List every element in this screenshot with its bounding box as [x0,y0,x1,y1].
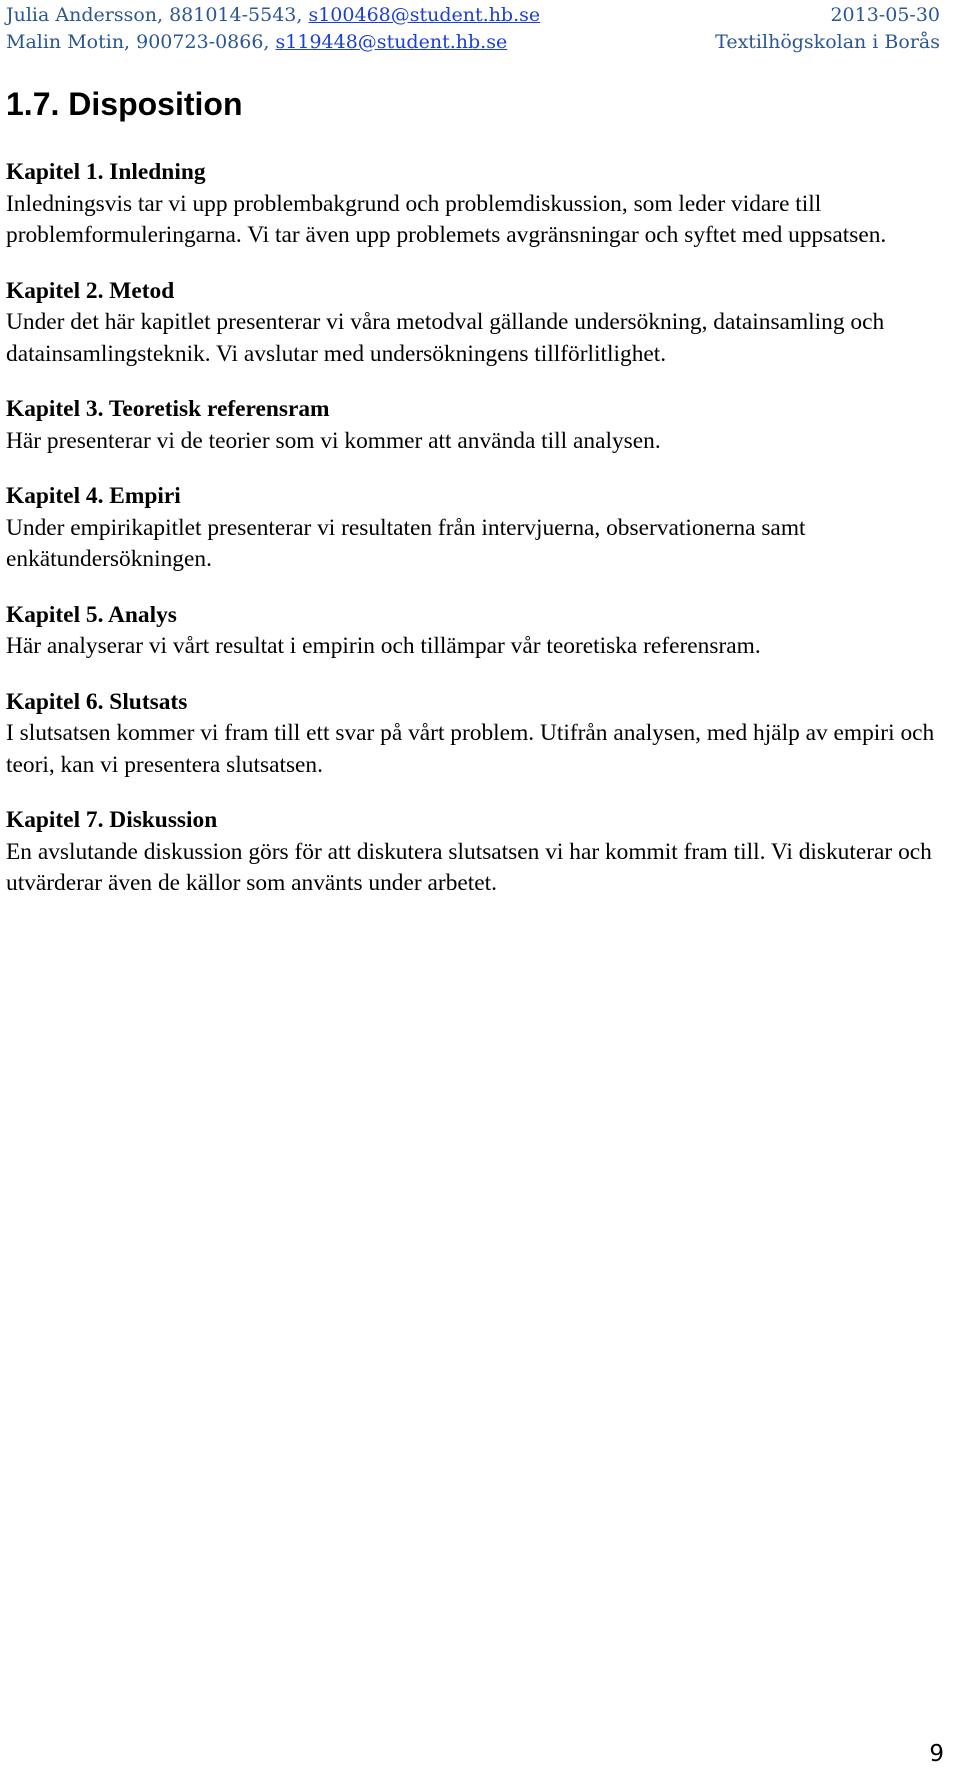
chapter-heading: Kapitel 5. Analys [6,601,177,628]
section-title: 1.7. Disposition [6,86,243,122]
page-number: 9 [929,1741,944,1767]
header-school: Textilhögskolan i Borås [715,31,940,53]
chapter-3 [6,394,952,457]
chapter-text: Under empirikapitlet presenterar vi resultaten från intervjuerna, observationerna samt enkätundersökningen. [6,514,806,572]
email-link-1[interactable]: s100468@student.hb.se [308,4,541,26]
chapter-text: Under det här kapitlet presenterar vi våra metodval gällande undersökning, datainsamling och datainsamlingsteknik. Vi avslutar med undersökningens tillförlitlighet. [6,309,885,367]
header-author-2 [6,29,507,56]
chapter-1 [6,157,952,252]
chapter-text: Inledningsvis tar vi upp problembakgrund och problemdiskussion, som leder vidare till problemformuleringarna. Vi tar även upp problemets avgränsningar och syftet med uppsatsen. [6,190,887,248]
header-row-1 [6,2,940,29]
chapter-6 [6,687,952,782]
chapter-5 [6,600,952,663]
chapter-heading: Kapitel 1. Inledning [6,159,206,185]
page-header [6,2,940,56]
chapter-heading: Kapitel 4. Empiri [6,483,181,509]
author-1-text: Julia Andersson, 881014-5543, [6,4,309,26]
chapter-heading: Kapitel 7. Diskussion [6,807,218,833]
email-link-2[interactable]: s119448@student.hb.se [275,31,508,53]
chapter-list [6,157,952,924]
chapter-text: Här presenterar vi de teorier som vi kommer att använda till analysen. [6,427,661,454]
header-row-2 [6,29,940,56]
chapter-7 [6,805,952,900]
header-author-1 [6,2,540,29]
chapter-heading: Kapitel 3. Teoretisk referensram [6,396,330,422]
chapter-text: En avslutande diskussion görs för att diskutera slutsatsen vi har kommit fram till. Vi diskuterar och utvärderar även de källor som använts under arbetet. [6,838,932,896]
chapter-text: Här analyserar vi vårt resultat i empirin och tillämpar vår teoretiska referensram. [6,633,761,659]
chapter-4 [6,481,952,576]
chapter-heading: Kapitel 2. Metod [6,277,175,304]
author-2-text: Malin Motin, 900723-0866, [6,31,276,53]
chapter-text: I slutsatsen kommer vi fram till ett svar på vårt problem. Utifrån analysen, med hjälp av empiri och teori, kan vi presentera slutsatsen. [6,720,935,778]
chapter-heading: Kapitel 6. Slutsats [6,688,188,715]
header-date: 2013-05-30 [830,4,940,26]
chapter-2 [6,276,952,371]
